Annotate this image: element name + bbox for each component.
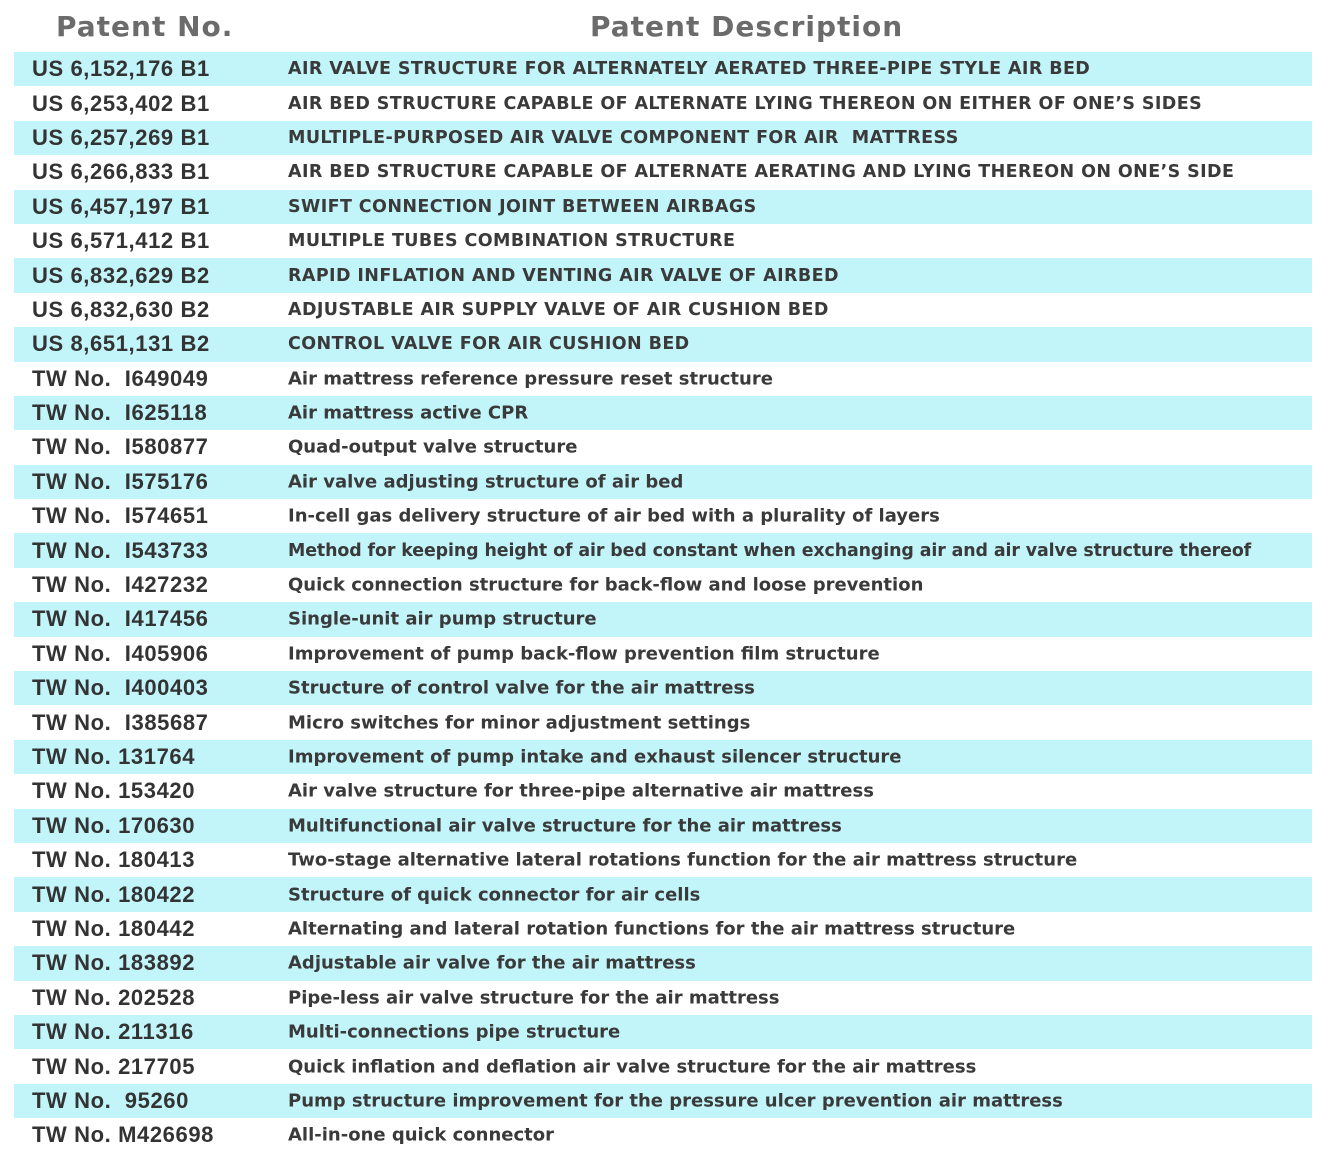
patent-description: AIR BED STRUCTURE CAPABLE OF ALTERNATE AERATING AND LYING THEREON ON ONE’S SIDE — [288, 162, 1235, 183]
patent-number: TW No. I575176 — [32, 468, 209, 494]
table-row — [14, 912, 1312, 946]
table-row — [14, 1015, 1312, 1049]
table-row — [14, 224, 1312, 258]
header-patent-description: Patent Description — [590, 10, 904, 43]
patent-description: Improvement of pump intake and exhaust silencer structure — [288, 746, 902, 768]
patent-description: Air valve structure for three-pipe alternative air mattress — [288, 780, 874, 802]
patent-number: TW No. I385687 — [32, 709, 209, 735]
patent-description: MULTIPLE TUBES COMBINATION STRUCTURE — [288, 231, 736, 252]
table-row — [14, 121, 1312, 155]
patent-description: Multifunctional air valve structure for the air mattress — [288, 815, 842, 837]
table-row — [14, 981, 1312, 1015]
patent-description: Air mattress reference pressure reset structure — [288, 368, 773, 390]
table-row — [14, 52, 1312, 86]
patent-number: TW No. I543733 — [32, 537, 209, 563]
patent-number: US 6,266,833 B1 — [32, 159, 210, 185]
table-row — [14, 533, 1312, 567]
table-row — [14, 362, 1312, 396]
patent-number: TW No. I405906 — [32, 640, 209, 666]
table-header — [0, 0, 1330, 52]
patent-number: US 8,651,131 B2 — [32, 331, 210, 357]
patent-description: CONTROL VALVE FOR AIR CUSHION BED — [288, 334, 690, 355]
patent-description: All-in-one quick connector — [288, 1124, 555, 1146]
table-row — [14, 809, 1312, 843]
patent-number: TW No. 170630 — [32, 812, 196, 838]
patent-number: TW No. 202528 — [32, 984, 196, 1010]
patent-number: TW No. 180422 — [32, 881, 196, 907]
patent-number: TW No. 180442 — [32, 915, 196, 941]
table-row — [14, 568, 1312, 602]
patent-number: US 6,832,630 B2 — [32, 296, 210, 322]
patent-number: TW No. 95260 — [32, 1087, 189, 1113]
table-row — [14, 843, 1312, 877]
patent-number: TW No. I625118 — [32, 400, 208, 426]
patent-description: Adjustable air valve for the air mattress — [288, 952, 696, 974]
patent-description: SWIFT CONNECTION JOINT BETWEEN AIRBAGS — [288, 196, 757, 217]
header-patent-no: Patent No. — [56, 10, 234, 43]
table-row — [14, 671, 1312, 705]
patent-description: Multi-connections pipe structure — [288, 1021, 621, 1043]
table-row — [14, 327, 1312, 361]
table-row — [14, 1118, 1312, 1152]
patent-description: In-cell gas delivery structure of air bed with a plurality of layers — [288, 505, 940, 527]
patent-number: TW No. I580877 — [32, 434, 209, 460]
patent-number: US 6,571,412 B1 — [32, 228, 210, 254]
patent-number: TW No. I574651 — [32, 503, 209, 529]
patent-description: RAPID INFLATION AND VENTING AIR VALVE OF AIRBED — [288, 265, 839, 286]
table-row — [14, 86, 1312, 120]
patent-number: TW No. I400403 — [32, 675, 209, 701]
patent-number: TW No. 183892 — [32, 950, 196, 976]
table-row — [14, 1049, 1312, 1083]
patent-number: TW No. I427232 — [32, 572, 209, 598]
table-row — [14, 396, 1312, 430]
patent-number: US 6,832,629 B2 — [32, 262, 210, 288]
table-row — [14, 877, 1312, 911]
patent-number: TW No. 180413 — [32, 847, 196, 873]
table-row — [14, 946, 1312, 980]
patent-description: Single-unit air pump structure — [288, 608, 597, 630]
table-row — [14, 774, 1312, 808]
patent-number: TW No. I417456 — [32, 606, 209, 632]
patent-number: TW No. I649049 — [32, 365, 209, 391]
patent-description: Improvement of pump back-flow prevention film structure — [288, 643, 880, 665]
patent-number: US 6,152,176 B1 — [32, 56, 210, 82]
patent-description: Structure of control valve for the air mattress — [288, 677, 755, 699]
patent-description: Method for keeping height of air bed constant when exchanging air and air valve structure thereof — [288, 540, 1252, 561]
patent-description: Air valve adjusting structure of air bed — [288, 471, 684, 493]
patent-number: US 6,457,197 B1 — [32, 193, 210, 219]
table-row — [14, 602, 1312, 636]
patent-number: US 6,253,402 B1 — [32, 90, 210, 116]
patent-description: Micro switches for minor adjustment settings — [288, 712, 751, 734]
patent-description: Alternating and lateral rotation functions for the air mattress structure — [288, 918, 1016, 940]
patent-description: Two-stage alternative lateral rotations function for the air mattress structure — [288, 849, 1078, 871]
patent-description: Structure of quick connector for air cells — [288, 884, 701, 906]
table-row — [14, 465, 1312, 499]
patent-description: Air mattress active CPR — [288, 402, 529, 424]
table-row — [14, 258, 1312, 292]
table-row — [14, 190, 1312, 224]
patent-description: ADJUSTABLE AIR SUPPLY VALVE OF AIR CUSHION BED — [288, 299, 829, 320]
table-row — [14, 155, 1312, 189]
table-row — [14, 637, 1312, 671]
patent-description: Quick connection structure for back-flow and loose prevention — [288, 574, 924, 596]
patent-description: AIR VALVE STRUCTURE FOR ALTERNATELY AERATED THREE-PIPE STYLE AIR BED — [288, 59, 1091, 80]
patent-number: TW No. 153420 — [32, 778, 196, 804]
table-row — [14, 740, 1312, 774]
patent-description: Quad-output valve structure — [288, 436, 578, 458]
table-row — [14, 1084, 1312, 1118]
patent-description: Quick inflation and deflation air valve structure for the air mattress — [288, 1056, 977, 1078]
patent-description: Pump structure improvement for the pressure ulcer prevention air mattress — [288, 1090, 1063, 1112]
patent-description: Pipe-less air valve structure for the air mattress — [288, 987, 780, 1009]
patent-number: TW No. 217705 — [32, 1053, 196, 1079]
table-row — [14, 430, 1312, 464]
table-row — [14, 293, 1312, 327]
patent-description: AIR BED STRUCTURE CAPABLE OF ALTERNATE LYING THEREON ON EITHER OF ONE’S SIDES — [288, 93, 1203, 114]
patent-number: TW No. 211316 — [32, 1019, 194, 1045]
patent-number: TW No. 131764 — [32, 744, 196, 769]
patent-table — [14, 52, 1312, 1153]
table-row — [14, 499, 1312, 533]
patent-number: TW No. M426698 — [32, 1122, 215, 1148]
patent-number: US 6,257,269 B1 — [32, 124, 210, 150]
patent-description: MULTIPLE-PURPOSED AIR VALVE COMPONENT FOR AIR MATTRESS — [288, 127, 959, 148]
table-row — [14, 705, 1312, 739]
